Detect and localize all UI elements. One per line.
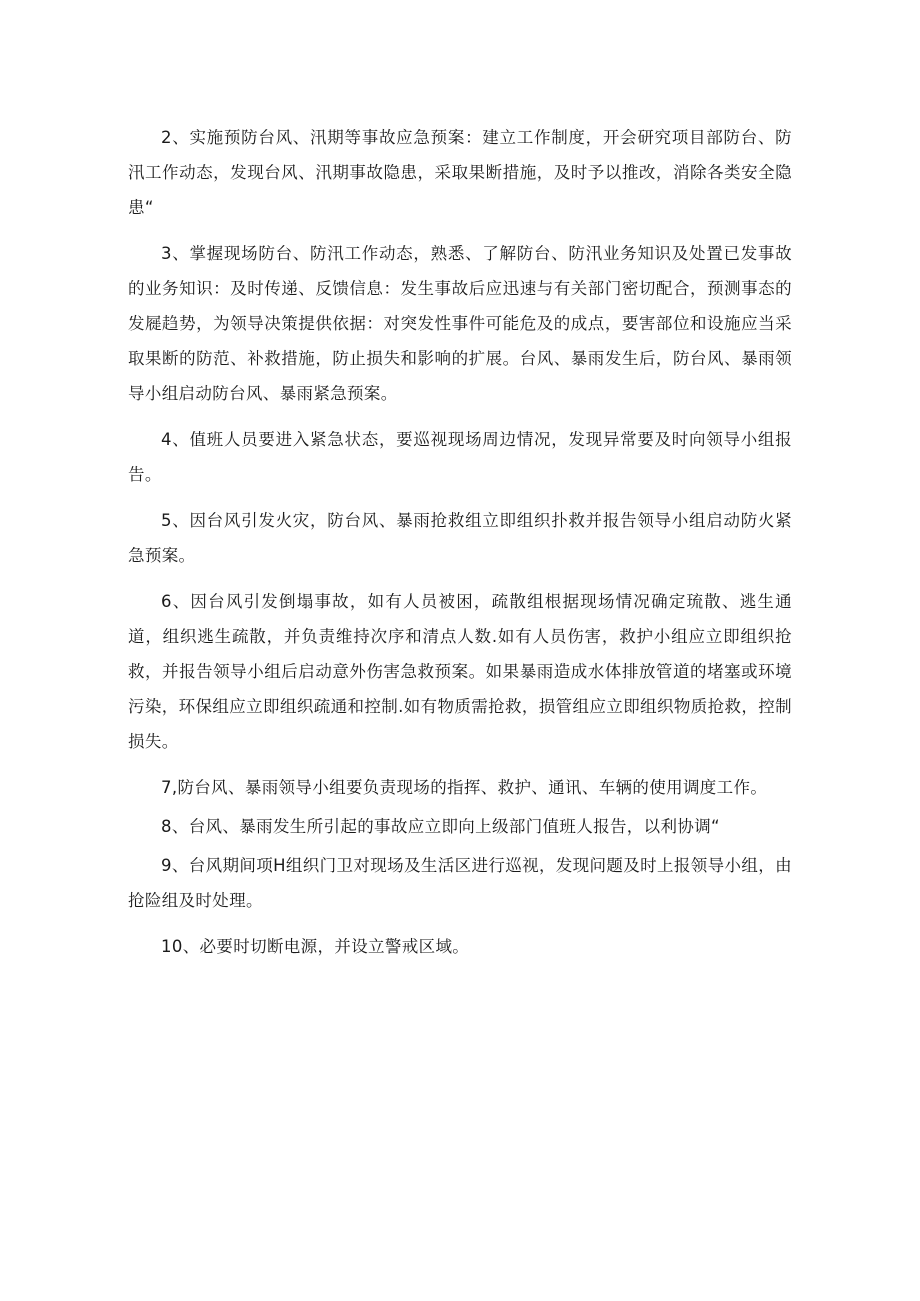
paragraph-item-5: 5、因台风引发火灾，防台风、暴雨抢救组立即组织扑救并报告领导小组启动防火紧急预案。 [128,511,792,565]
paragraph-item-9: 9、台风期间项H组织门卫对现场及生活区进行巡视，发现问题及时上报领导小组，由抢险组及时处理。 [128,856,792,910]
paragraph-item-7: 7,防台风、暴雨领导小组要负责现场的指挥、救护、通讯、车辆的使用调度工作。 [161,778,768,797]
paragraph-item-2: 2、实施预防台风、汛期等事故应急预案：建立工作制度，开会研究项目部防台、防汛工作动态，发现台风、汛期事故隐患，采取果断措施，及时予以推改，消除各类安全隐患“ [128,128,792,217]
paragraph-item-4: 4、值班人员要进入紧急状态，要巡视现场周边情况，发现异常要及时向领导小组报告。 [128,430,792,484]
paragraph-item-8: 8、台风、暴雨发生所引起的事故应立即向上级部门值班人报告，以利协调“ [161,817,720,836]
document-body [128,120,792,975]
paragraph-item-3: 3、掌握现场防台、防汛工作动态，熟悉、了解防台、防汛业务知识及处置已发事故的业务知识：及时传递、反馈信息：发生事故后应迅速与有关部门密切配合，预测事态的发屣趋势，为领导决策提供依据：对突发性事件可能危及的成点，要害部位和设施应当采取果断的防范、补救措施，防止损失和影响的扩展。台风、暴雨发生后，防台风、暴雨领导小组启动防台风、暴雨紧急预案。 [128,244,792,403]
paragraph-item-6: 6、因台风引发倒塌事故，如有人员被困，疏散组根据现场情况确定琉散、逃生通道，组织逃生疏散，并负责维持次序和清点人数.如有人员伤害，救护小组应立即组织抢救，并报告领导小组后启动意外伤害急救预案。如果暴雨造成水体排放管道的堵塞或环境污染，环保组应立即组织疏通和控制.如有物质需抢救，损管组应立即组织物质抢救，控制损失。 [128,592,792,751]
paragraph-item-10: 10、必要时切断电源，并设立警戒区域。 [161,937,470,956]
